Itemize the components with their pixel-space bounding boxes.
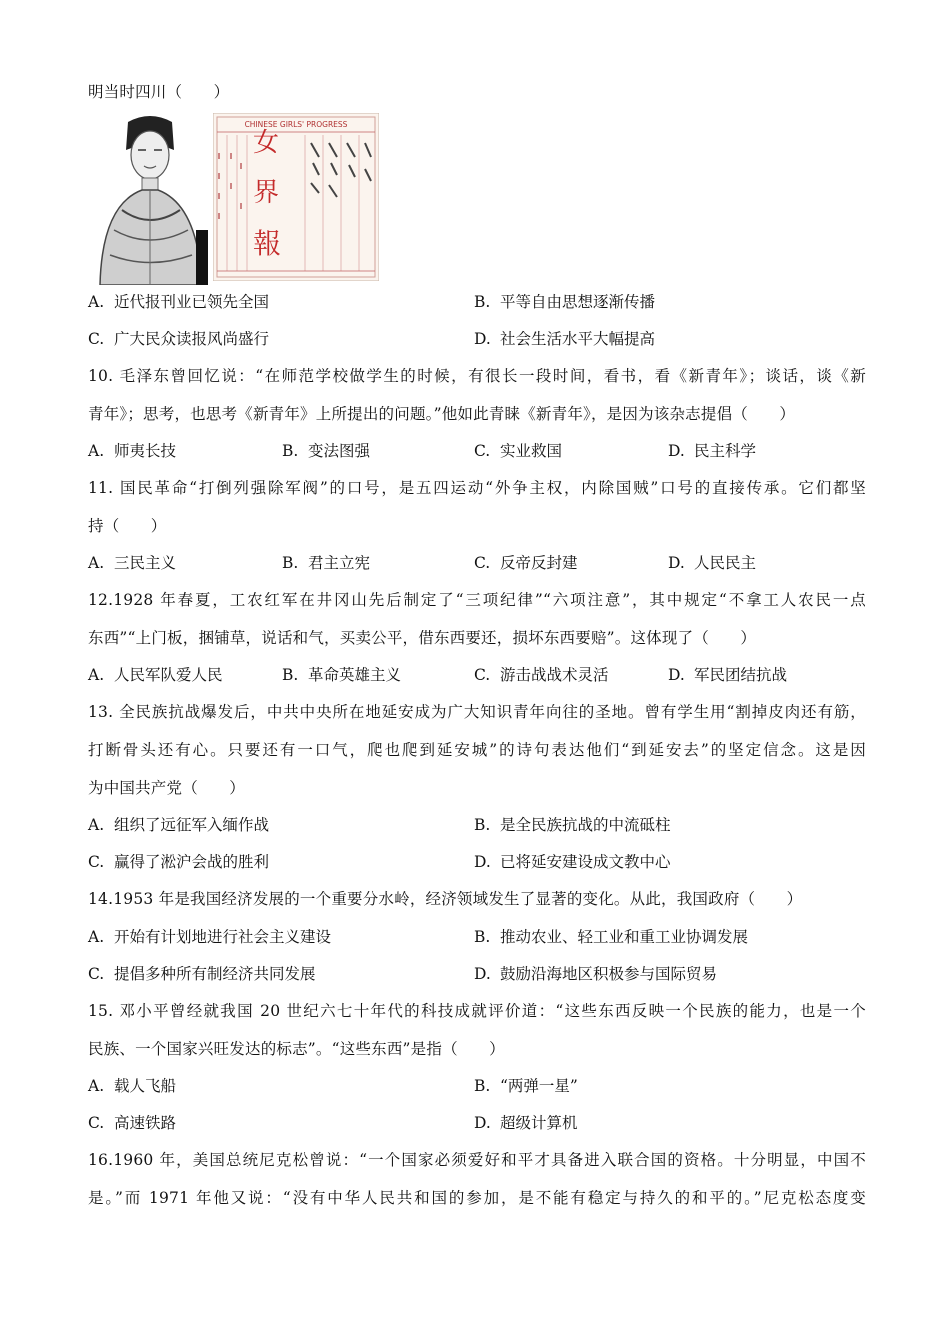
- option-text: 变法图强: [308, 442, 371, 460]
- option-letter: A.: [88, 442, 105, 460]
- option-text: 民主科学: [694, 442, 757, 460]
- q13-option-b[interactable]: [474, 815, 671, 835]
- poster-title-char-2: 界: [253, 178, 280, 208]
- q15-option-a[interactable]: [88, 1076, 176, 1096]
- q10-option-b[interactable]: [282, 441, 370, 461]
- q11-option-a[interactable]: [88, 553, 176, 573]
- option-text: 近代报刊业已领先全国: [114, 293, 270, 311]
- option-letter: D.: [474, 1114, 491, 1132]
- option-letter: D.: [474, 853, 491, 871]
- option-letter: C.: [88, 965, 105, 983]
- q10-option-a[interactable]: [88, 441, 176, 461]
- option-letter: D.: [668, 442, 685, 460]
- option-text: 是全民族抗战的中流砥柱: [500, 816, 671, 834]
- option-text: 高速铁路: [114, 1114, 177, 1132]
- q12-stem-line-2: 东西”“上门板，捆铺草，说话和气，买卖公平，借东西要还，损坏东西要赔”。这体现了（ ）: [88, 629, 757, 647]
- q15-stem-line-1: 15. 邓小平曾经就我国 20 世纪六七十年代的科技成就评价道：“这些东西反映一个民族的能力，也是一个: [88, 1002, 866, 1020]
- option-letter: A.: [88, 816, 105, 834]
- option-letter: C.: [88, 853, 105, 871]
- q15-stem-line-2: 民族、一个国家兴旺发达的标志”。“这些东西”是指（ ）: [88, 1040, 505, 1058]
- q9-option-d[interactable]: [474, 329, 655, 349]
- option-text: 师夷长技: [114, 442, 177, 460]
- poster-title-char-1: 女: [253, 128, 280, 158]
- q13-option-d[interactable]: [474, 852, 671, 872]
- option-letter: C.: [474, 442, 491, 460]
- option-letter: B.: [474, 1077, 491, 1095]
- q9-option-b[interactable]: [474, 292, 655, 312]
- q15-option-d[interactable]: [474, 1113, 578, 1133]
- q13-stem-line-2: 打断骨头还有心。只要还有一口气，爬也爬到延安城”的诗句表达他们“到延安去”的坚定信念。这是因: [88, 741, 866, 759]
- q10-stem-line-1: 10. 毛泽东曾回忆说：“在师范学校做学生的时候，有很长一段时间，看书，看《新青年》；谈话，谈《新: [88, 367, 866, 385]
- option-text: 实业救国: [500, 442, 563, 460]
- poster-header: CHINESE GIRLS' PROGRESS: [244, 120, 348, 129]
- option-letter: C.: [88, 330, 105, 348]
- option-text: 赢得了淞沪会战的胜利: [114, 853, 270, 871]
- q14-option-c[interactable]: [88, 964, 316, 984]
- option-text: 提倡多种所有制经济共同发展: [114, 965, 316, 983]
- option-letter: D.: [474, 965, 491, 983]
- q16-stem-line-1: 16.1960 年，美国总统尼克松曾说：“一个国家必须爱好和平才具备进入联合国的资格。十分明显，中国不: [88, 1151, 866, 1169]
- q12-option-c[interactable]: [474, 665, 609, 685]
- option-letter: A.: [88, 666, 105, 684]
- option-text: 开始有计划地进行社会主义建设: [114, 928, 332, 946]
- option-letter: B.: [282, 666, 299, 684]
- option-letter: C.: [88, 1114, 105, 1132]
- option-text: 鼓励沿海地区积极参与国际贸易: [500, 965, 718, 983]
- option-letter: D.: [668, 554, 685, 572]
- q10-option-c[interactable]: [474, 441, 562, 461]
- option-text: 社会生活水平大幅提高: [500, 330, 656, 348]
- option-text: 超级计算机: [500, 1114, 578, 1132]
- option-letter: D.: [474, 330, 491, 348]
- option-text: 三民主义: [114, 554, 177, 572]
- q14-stem-line-1: 14.1953 年是我国经济发展的一个重要分水岭，经济领域发生了显著的变化。从此，我国政府（ ）: [88, 890, 803, 908]
- q14-option-d[interactable]: [474, 964, 717, 984]
- womens-newspaper-poster-image: [213, 113, 379, 281]
- option-letter: D.: [668, 666, 685, 684]
- option-text: 革命英雄主义: [308, 666, 402, 684]
- option-text: “两弹一星”: [500, 1077, 578, 1095]
- q11-option-b[interactable]: [282, 553, 370, 573]
- option-text: 广大民众读报风尚盛行: [114, 330, 270, 348]
- q15-option-c[interactable]: [88, 1113, 176, 1133]
- option-letter: A.: [88, 554, 105, 572]
- q10-option-d[interactable]: [668, 441, 756, 461]
- portrait-image: [92, 110, 208, 285]
- option-letter: A.: [88, 293, 105, 311]
- q14-option-b[interactable]: [474, 927, 748, 947]
- q13-stem-line-1: 13. 全民族抗战爆发后，中共中央所在地延安成为广大知识青年向往的圣地。曾有学生用“割掉皮肉还有筋，: [88, 703, 866, 721]
- q10-stem-line-2: 青年》；思考，也思考《新青年》上所提出的问题。”他如此青睐《新青年》，是因为该杂志提倡（ ）: [88, 405, 796, 423]
- option-text: 已将延安建设成文教中心: [500, 853, 671, 871]
- q15-option-b[interactable]: [474, 1076, 578, 1096]
- option-text: 人民军队爱人民: [114, 666, 223, 684]
- q13-option-c[interactable]: [88, 852, 269, 872]
- option-letter: B.: [474, 293, 491, 311]
- question-9-figures: [92, 110, 382, 285]
- q9-option-c[interactable]: [88, 329, 269, 349]
- option-letter: A.: [88, 928, 105, 946]
- option-text: 组织了远征军入缅作战: [114, 816, 270, 834]
- q11-option-c[interactable]: [474, 553, 578, 573]
- option-letter: A.: [88, 1077, 105, 1095]
- option-text: 推动农业、轻工业和重工业协调发展: [500, 928, 749, 946]
- option-text: 君主立宪: [308, 554, 371, 572]
- q13-option-a[interactable]: [88, 815, 269, 835]
- q12-option-b[interactable]: [282, 665, 401, 685]
- option-letter: B.: [474, 816, 491, 834]
- q12-stem-line-1: 12.1928 年春夏，工农红军在井冈山先后制定了“三项纪律”“六项注意”，其中规定“不拿工人农民一点: [88, 591, 866, 609]
- option-text: 反帝反封建: [500, 554, 578, 572]
- poster-title-char-3: 報: [253, 227, 282, 260]
- question-9-stem-end: 明当时四川（ ）: [88, 83, 230, 101]
- q11-stem-line-1: 11. 国民革命“打倒列强除军阀”的口号，是五四运动“外争主权，内除国贼”口号的直接传承。它们都坚: [88, 479, 866, 497]
- q11-stem-line-2: 持（ ）: [88, 517, 167, 535]
- q11-option-d[interactable]: [668, 553, 756, 573]
- q12-option-a[interactable]: [88, 665, 223, 685]
- q12-option-d[interactable]: [668, 665, 787, 685]
- q13-stem-line-3: 为中国共产党（ ）: [88, 779, 246, 797]
- option-letter: C.: [474, 666, 491, 684]
- option-text: 人民民主: [694, 554, 757, 572]
- option-letter: B.: [282, 442, 299, 460]
- option-text: 载人飞船: [114, 1077, 177, 1095]
- option-letter: B.: [474, 928, 491, 946]
- option-letter: B.: [282, 554, 299, 572]
- option-text: 军民团结抗战: [694, 666, 788, 684]
- q14-option-a[interactable]: [88, 927, 331, 947]
- q16-stem-line-2: 是。”而 1971 年他又说：“没有中华人民共和国的参加，是不能有稳定与持久的和平的。”尼克松态度变: [88, 1189, 866, 1207]
- option-text: 平等自由思想逐渐传播: [500, 293, 656, 311]
- q9-option-a[interactable]: [88, 292, 269, 312]
- option-text: 游击战战术灵活: [500, 666, 609, 684]
- option-letter: C.: [474, 554, 491, 572]
